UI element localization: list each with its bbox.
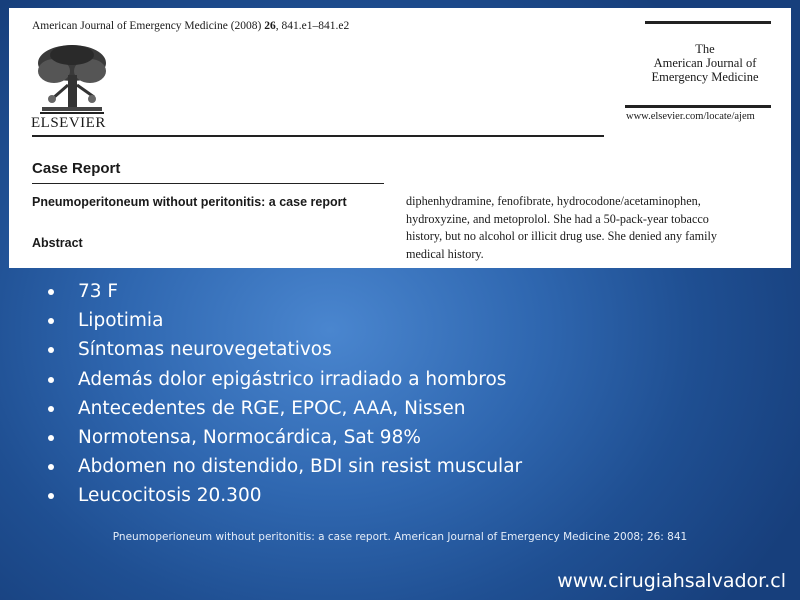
elsevier-tree-logo	[32, 41, 112, 121]
bullet-icon	[48, 289, 54, 295]
journal-title-line: The	[695, 42, 715, 56]
abstract-label: Abstract	[32, 236, 83, 250]
journal-title-block	[635, 42, 775, 84]
journal-title-line: American Journal of	[653, 56, 757, 70]
list-item: Leucocitosis 20.300	[48, 481, 522, 510]
list-item: Lipotimia	[48, 306, 522, 335]
list-item: Síntomas neurovegetativos	[48, 335, 522, 364]
list-item: Abdomen no distendido, BDI sin resist muscular	[48, 452, 522, 481]
journal-url: www.elsevier.com/locate/ajem	[626, 111, 755, 122]
article-header-image	[9, 8, 791, 268]
title-rule	[32, 183, 384, 184]
excerpt-line: hydroxyzine, and metoprolol. She had a 50-pack-year tobacco	[406, 211, 709, 226]
source-reference: Pneumoperioneum without peritonitis: a case report. American Journal of Emergency Medicine 2008; 26: 841	[112, 531, 688, 543]
excerpt-line: history, but no alcohol or illicit drug use. She denied any family	[406, 229, 717, 243]
list-item: Antecedentes de RGE, EPOC, AAA, Nissen	[48, 394, 522, 423]
bullet-icon	[48, 347, 54, 353]
bullet-icon	[48, 435, 54, 441]
bullet-icon	[48, 493, 54, 499]
section-label: Case Report	[32, 160, 121, 177]
website-url: www.cirugiahsalvador.cl	[557, 570, 786, 592]
publisher-name: ELSEVIER	[31, 115, 106, 131]
journal-reference: American Journal of Emergency Medicine (2008) 26, 841.e1–841.e2	[32, 20, 350, 32]
article-excerpt	[406, 193, 778, 263]
journal-rule	[625, 105, 771, 108]
excerpt-line: medical history.	[406, 246, 484, 261]
case-findings-list	[48, 277, 522, 511]
article-title: Pneumoperitoneum without peritonitis: a case report	[32, 195, 347, 209]
excerpt-line: diphenhydramine, fenofibrate, hydrocodone/acetaminophen,	[406, 194, 701, 208]
bullet-icon	[48, 406, 54, 412]
section-rule	[32, 135, 604, 137]
bullet-icon	[48, 377, 54, 383]
journal-title-line: Emergency Medicine	[651, 70, 759, 84]
list-item: Normotensa, Normocárdica, Sat 98%	[48, 423, 522, 452]
bullet-icon	[48, 464, 54, 470]
list-item: 73 F	[48, 277, 522, 306]
bullet-icon	[48, 318, 54, 324]
top-right-rule	[645, 21, 771, 24]
list-item: Además dolor epigástrico irradiado a hombros	[48, 365, 522, 394]
